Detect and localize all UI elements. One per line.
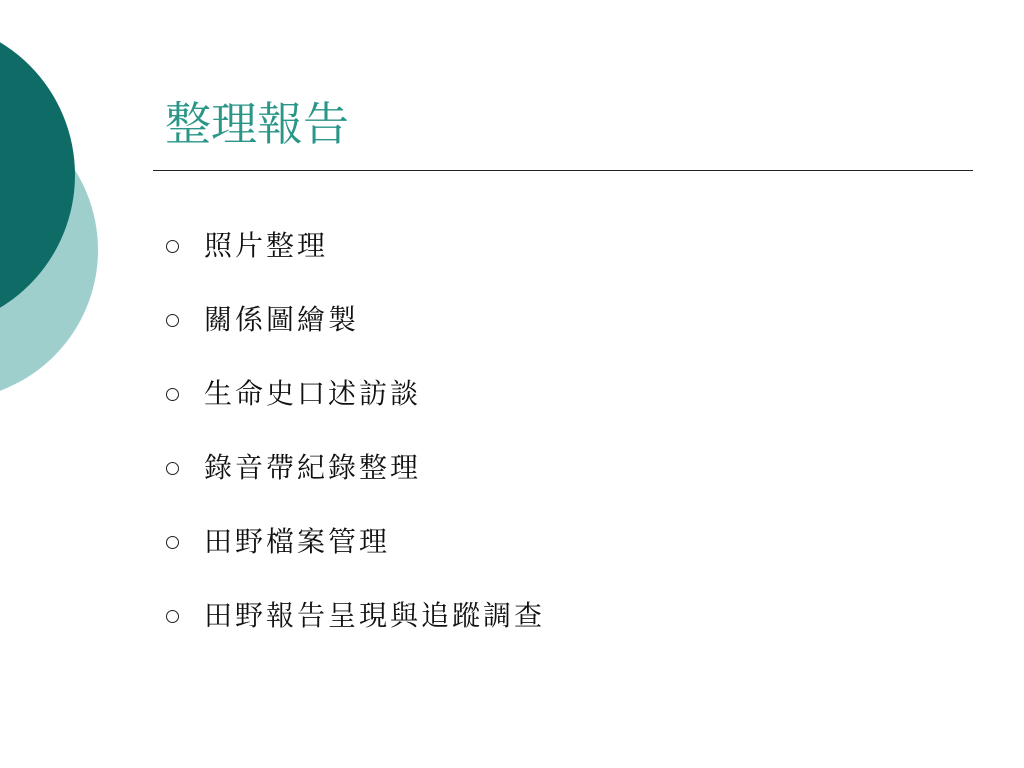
bullet-text: 錄音帶紀錄整理 bbox=[204, 451, 422, 484]
bullet-text: 田野檔案管理 bbox=[204, 525, 391, 558]
hollow-circle-bullet-icon bbox=[166, 536, 179, 549]
bullet-text: 關係圖繪製 bbox=[204, 303, 360, 336]
title-divider bbox=[153, 170, 973, 171]
hollow-circle-bullet-icon bbox=[166, 610, 179, 623]
hollow-circle-bullet-icon bbox=[166, 462, 179, 475]
hollow-circle-bullet-icon bbox=[166, 314, 179, 327]
bullet-text: 照片整理 bbox=[204, 229, 329, 262]
decorative-circles bbox=[0, 0, 200, 420]
bullet-text: 田野報告呈現與追蹤調查 bbox=[204, 599, 546, 632]
hollow-circle-bullet-icon bbox=[166, 240, 179, 253]
bullet-text: 生命史口述訪談 bbox=[204, 377, 422, 410]
slide-title: 整理報告 bbox=[165, 97, 349, 151]
hollow-circle-bullet-icon bbox=[166, 388, 179, 401]
